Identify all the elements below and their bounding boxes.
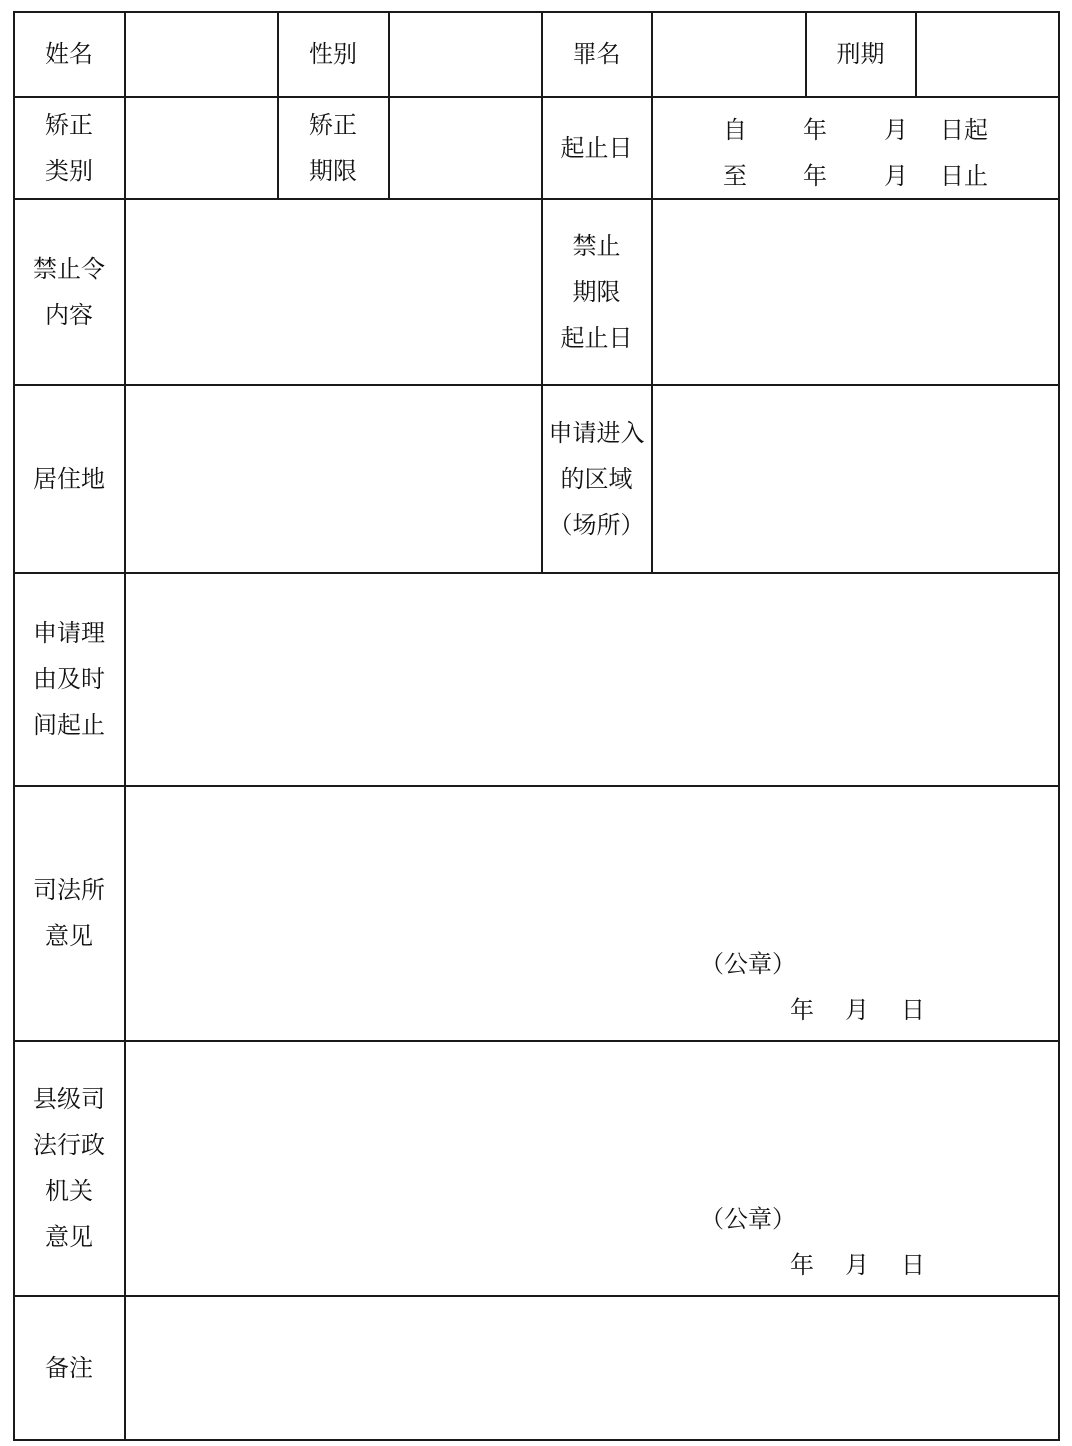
- ban-content-line: 禁止令: [33, 254, 105, 283]
- county-opinion-label: [14, 1041, 124, 1295]
- correction-term-label: [278, 97, 388, 198]
- gender-label: 性别: [309, 40, 357, 68]
- apply-area-line: 的区域: [560, 464, 633, 493]
- county-opinion-line: 县级司: [33, 1085, 105, 1113]
- apply-area-line: （场所）: [548, 510, 645, 539]
- office-date-year: 年: [790, 996, 814, 1024]
- col-divider: [915, 11, 917, 96]
- county-date-month: 月: [845, 1251, 869, 1279]
- row-divider: [13, 785, 1060, 787]
- office-seal: （公章）: [700, 950, 796, 978]
- county-date-year: 年: [790, 1251, 814, 1279]
- date-from-year: 年: [803, 116, 827, 144]
- reason-line: 申请理: [33, 619, 105, 647]
- ban-content-line: 内容: [45, 300, 93, 329]
- ban-period-label: [542, 199, 651, 384]
- correction-type-line: 类别: [45, 156, 93, 185]
- date-to-year: 年: [803, 162, 827, 190]
- date-to-prefix: 至: [723, 162, 747, 190]
- date-from-month: 月: [884, 116, 908, 144]
- correction-term-line: 期限: [309, 156, 357, 185]
- col-divider: [388, 11, 390, 198]
- row-divider: [13, 1040, 1060, 1042]
- correction-type-label: [14, 97, 124, 198]
- county-opinion-line: 机关: [45, 1177, 93, 1205]
- sentence-label: 刑期: [836, 40, 885, 68]
- date-to-day: 日止: [940, 162, 988, 190]
- date-from-prefix: 自: [723, 116, 747, 144]
- ban-period-line: 禁止: [572, 231, 621, 260]
- row-divider: [13, 1295, 1060, 1297]
- office-opinion-line: 司法所: [33, 876, 105, 904]
- apply-area-line: 申请进入: [548, 418, 645, 447]
- date-to-month: 月: [884, 162, 908, 190]
- start-end-label: 起止日: [560, 133, 633, 162]
- apply-area-label: [542, 385, 651, 572]
- county-seal: （公章）: [700, 1205, 796, 1233]
- reason-label: [14, 573, 124, 785]
- remarks-label: 备注: [45, 1353, 93, 1382]
- col-divider: [124, 11, 126, 1441]
- office-opinion-label: [14, 786, 124, 1040]
- row-divider: [13, 198, 1060, 200]
- office-date-day: 日: [901, 996, 925, 1024]
- correction-term-line: 矫正: [309, 110, 357, 139]
- ban-period-line: 期限: [572, 277, 621, 306]
- col-divider: [651, 11, 653, 572]
- reason-line: 由及时: [33, 665, 105, 693]
- office-opinion-line: 意见: [45, 922, 93, 950]
- row-divider: [13, 384, 1060, 386]
- date-from-day: 日起: [940, 116, 988, 144]
- county-opinion-line: 法行政: [33, 1131, 105, 1159]
- name-label: 姓名: [45, 40, 93, 68]
- row-divider: [13, 96, 1060, 98]
- reason-line: 间起止: [33, 711, 105, 739]
- ban-content-label: [14, 199, 124, 384]
- form-table: [13, 11, 1060, 1441]
- county-date-day: 日: [901, 1251, 925, 1279]
- correction-type-line: 矫正: [45, 110, 93, 139]
- ban-period-line: 起止日: [560, 323, 633, 352]
- crime-label: 罪名: [572, 40, 621, 68]
- residence-label: 居住地: [33, 464, 105, 493]
- office-date-month: 月: [845, 996, 869, 1024]
- county-opinion-line: 意见: [45, 1223, 93, 1251]
- row-divider: [13, 572, 1060, 574]
